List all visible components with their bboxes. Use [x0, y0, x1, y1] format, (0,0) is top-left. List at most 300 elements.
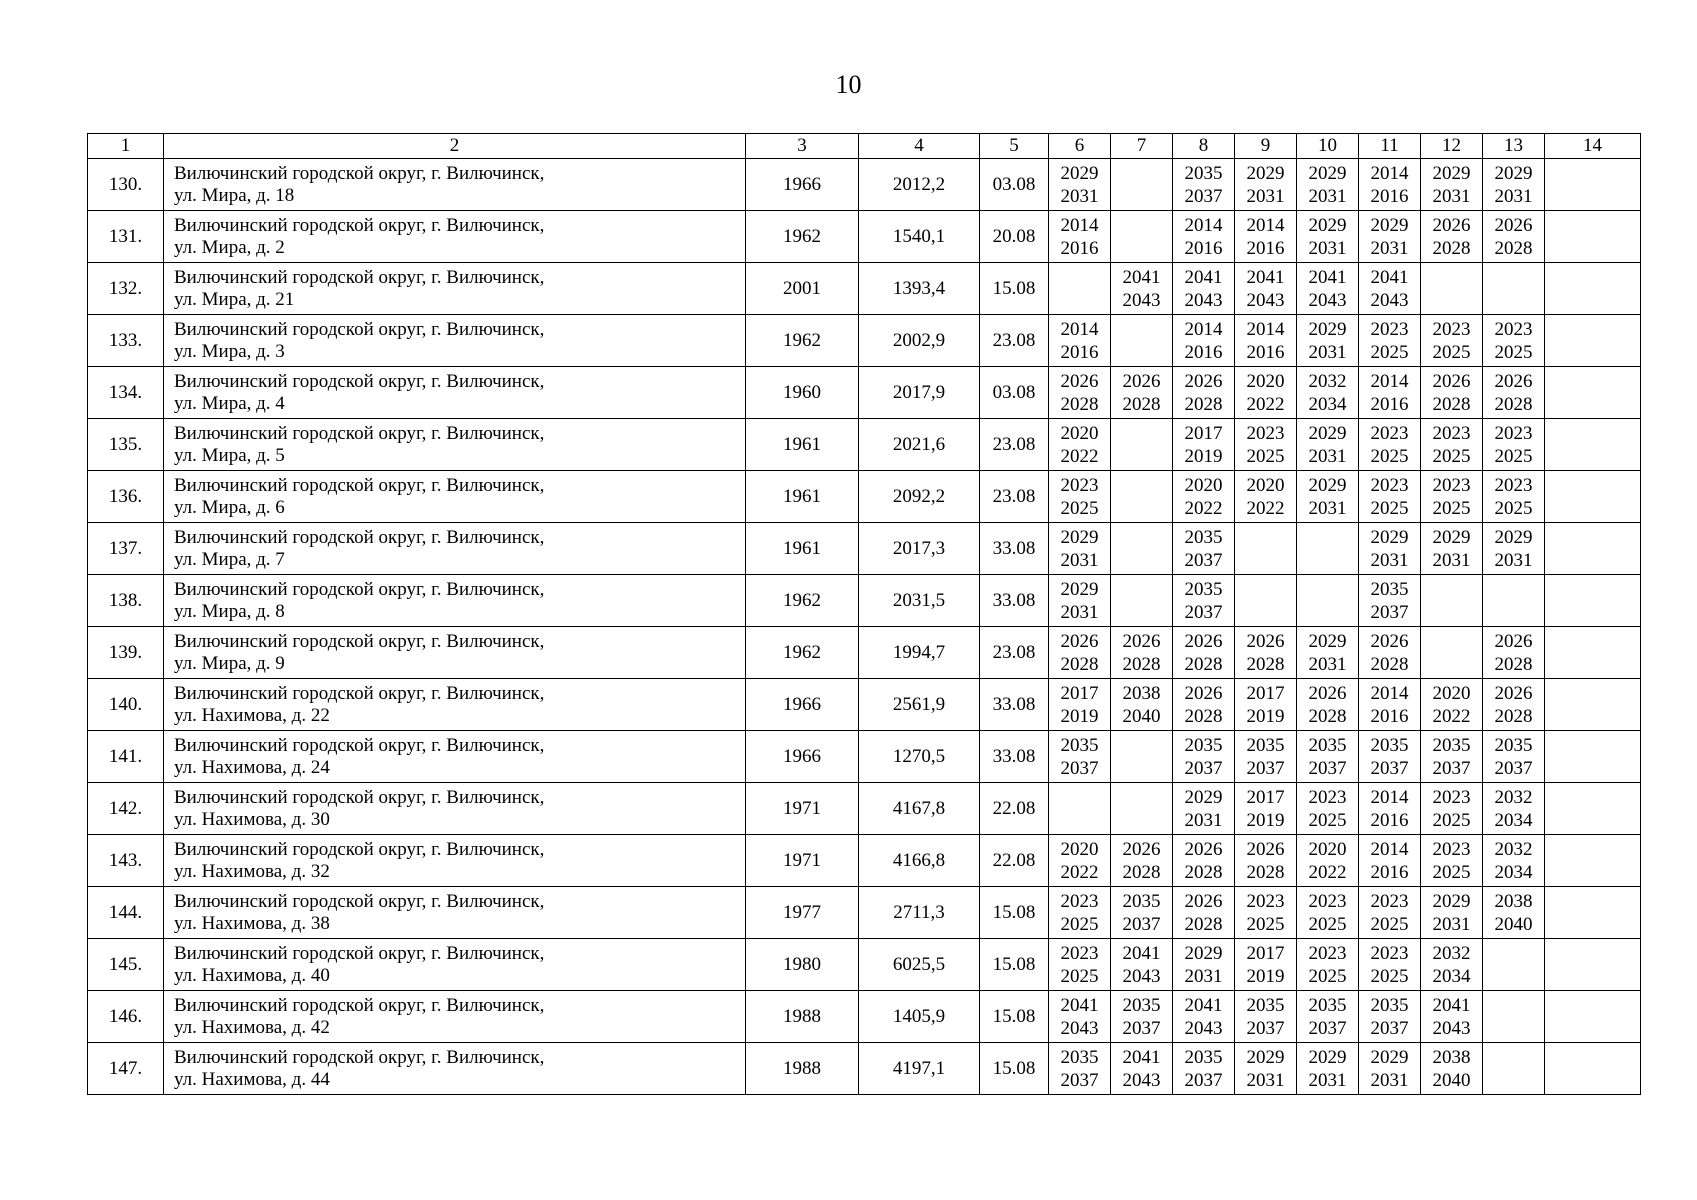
- period-start-year: 2014: [1370, 682, 1409, 704]
- period-end-year: 2028: [1432, 237, 1471, 259]
- code-cell: 20.08: [980, 211, 1049, 263]
- period-cell-12: [1421, 731, 1483, 783]
- period-cell-7: [1111, 211, 1173, 263]
- period-cell-9: [1235, 159, 1297, 211]
- area-cell: 1393,4: [859, 263, 980, 315]
- period-end-year: 2028: [1494, 237, 1533, 259]
- period-cell-10: [1297, 315, 1359, 367]
- period-cell-9: [1235, 523, 1297, 575]
- column-header-6: 6: [1049, 134, 1111, 159]
- period-end-year: 2028: [1494, 705, 1533, 727]
- period-end-year: 2043: [1184, 289, 1223, 311]
- period-end-year: 2031: [1432, 913, 1471, 935]
- period-cell-6: [1049, 575, 1111, 627]
- period-cell-7: [1111, 575, 1173, 627]
- period-cell-8: [1173, 159, 1235, 211]
- period-start-year: 2014: [1184, 318, 1223, 340]
- construction-year-cell: 1960: [746, 367, 859, 419]
- table-row: [88, 627, 1641, 679]
- period-cell-9: [1235, 835, 1297, 887]
- period-end-year: 2040: [1432, 1069, 1471, 1091]
- period-end-year: 2037: [1184, 757, 1223, 779]
- row-number-cell: 144.: [88, 887, 164, 939]
- column-14-cell: [1545, 367, 1641, 419]
- address-line1: Вилючинский городской округ, г. Вилючинск,: [174, 578, 545, 600]
- column-14-cell: [1545, 211, 1641, 263]
- period-start-year: 2026: [1494, 630, 1533, 652]
- period-cell-11: [1359, 419, 1421, 471]
- period-end-year: 2025: [1370, 445, 1409, 467]
- code-cell: 22.08: [980, 783, 1049, 835]
- code-cell: 23.08: [980, 419, 1049, 471]
- period-cell-13: [1483, 367, 1545, 419]
- period-cell-9: [1235, 263, 1297, 315]
- period-start-year: 2017: [1246, 942, 1285, 964]
- period-start-year: 2035: [1246, 994, 1285, 1016]
- period-cell-11: [1359, 783, 1421, 835]
- period-start-year: 2029: [1060, 162, 1099, 184]
- period-start-year: 2029: [1308, 422, 1347, 444]
- period-start-year: 2026: [1494, 214, 1533, 236]
- period-start-year: 2023: [1370, 422, 1409, 444]
- area-cell: 2012,2: [859, 159, 980, 211]
- address-cell: [164, 627, 746, 679]
- period-end-year: 2028: [1060, 393, 1099, 415]
- row-number-cell: 130.: [88, 159, 164, 211]
- period-cell-11: [1359, 159, 1421, 211]
- period-cell-8: [1173, 315, 1235, 367]
- construction-year-cell: 1962: [746, 627, 859, 679]
- period-end-year: 2019: [1246, 809, 1285, 831]
- period-start-year: 2014: [1184, 214, 1223, 236]
- column-header-7: 7: [1111, 134, 1173, 159]
- construction-year-cell: 1971: [746, 835, 859, 887]
- row-number-cell: 147.: [88, 1043, 164, 1095]
- period-start-year: 2023: [1494, 474, 1533, 496]
- period-cell-7: [1111, 835, 1173, 887]
- period-cell-9: [1235, 679, 1297, 731]
- period-cell-12: [1421, 367, 1483, 419]
- period-cell-13: [1483, 627, 1545, 679]
- period-cell-8: [1173, 367, 1235, 419]
- column-14-cell: [1545, 471, 1641, 523]
- column-header-12: 12: [1421, 134, 1483, 159]
- address-line1: Вилючинский городской округ, г. Вилючинск,: [174, 786, 545, 808]
- period-cell-7: [1111, 731, 1173, 783]
- address-line1: Вилючинский городской округ, г. Вилючинск,: [174, 838, 545, 860]
- period-start-year: 2023: [1308, 942, 1347, 964]
- address-line2: ул. Мира, д. 6: [174, 496, 285, 518]
- period-end-year: 2037: [1060, 1069, 1099, 1091]
- address-line1: Вилючинский городской округ, г. Вилючинск,: [174, 318, 545, 340]
- construction-year-cell: 1966: [746, 159, 859, 211]
- period-cell-13: [1483, 523, 1545, 575]
- period-start-year: 2020: [1308, 838, 1347, 860]
- period-start-year: 2026: [1060, 630, 1099, 652]
- period-start-year: 2026: [1432, 214, 1471, 236]
- address-line2: ул. Нахимова, д. 32: [174, 860, 330, 882]
- period-end-year: 2025: [1432, 445, 1471, 467]
- period-cell-7: [1111, 523, 1173, 575]
- address-line2: ул. Нахимова, д. 44: [174, 1068, 330, 1090]
- area-cell: 2021,6: [859, 419, 980, 471]
- row-number-cell: 145.: [88, 939, 164, 991]
- period-cell-10: [1297, 939, 1359, 991]
- period-cell-6: [1049, 211, 1111, 263]
- period-start-year: 2035: [1370, 578, 1409, 600]
- address-cell: [164, 731, 746, 783]
- period-end-year: 2016: [1060, 237, 1099, 259]
- code-cell: 33.08: [980, 523, 1049, 575]
- column-14-cell: [1545, 991, 1641, 1043]
- period-start-year: 2035: [1246, 734, 1285, 756]
- period-end-year: 2043: [1122, 1069, 1161, 1091]
- construction-year-cell: 1966: [746, 731, 859, 783]
- period-cell-13: [1483, 939, 1545, 991]
- period-cell-6: [1049, 627, 1111, 679]
- period-start-year: 2023: [1370, 318, 1409, 340]
- period-cell-12: [1421, 263, 1483, 315]
- period-cell-9: [1235, 627, 1297, 679]
- period-cell-13: [1483, 211, 1545, 263]
- period-end-year: 2028: [1184, 393, 1223, 415]
- period-cell-7: [1111, 315, 1173, 367]
- period-start-year: 2035: [1184, 162, 1223, 184]
- period-end-year: 2043: [1432, 1017, 1471, 1039]
- column-header-2: 2: [164, 134, 746, 159]
- period-start-year: 2029: [1060, 578, 1099, 600]
- period-start-year: 2029: [1432, 526, 1471, 548]
- period-start-year: 2041: [1060, 994, 1099, 1016]
- period-end-year: 2043: [1122, 965, 1161, 987]
- period-start-year: 2014: [1370, 370, 1409, 392]
- period-start-year: 2017: [1060, 682, 1099, 704]
- period-cell-12: [1421, 627, 1483, 679]
- period-cell-6: [1049, 679, 1111, 731]
- period-cell-10: [1297, 627, 1359, 679]
- period-end-year: 2037: [1370, 601, 1409, 623]
- period-start-year: 2032: [1432, 942, 1471, 964]
- period-start-year: 2023: [1494, 318, 1533, 340]
- period-start-year: 2017: [1184, 422, 1223, 444]
- period-end-year: 2037: [1432, 757, 1471, 779]
- column-14-cell: [1545, 263, 1641, 315]
- period-end-year: 2025: [1494, 341, 1533, 363]
- period-cell-11: [1359, 939, 1421, 991]
- code-cell: 15.08: [980, 991, 1049, 1043]
- table-row: [88, 1043, 1641, 1095]
- address-line2: ул. Мира, д. 18: [174, 184, 295, 206]
- period-start-year: 2026: [1184, 890, 1223, 912]
- period-start-year: 2041: [1370, 266, 1409, 288]
- period-end-year: 2022: [1060, 445, 1099, 467]
- period-end-year: 2043: [1246, 289, 1285, 311]
- column-14-cell: [1545, 679, 1641, 731]
- period-cell-7: [1111, 471, 1173, 523]
- period-end-year: 2025: [1370, 497, 1409, 519]
- period-start-year: 2023: [1246, 422, 1285, 444]
- area-cell: 2017,3: [859, 523, 980, 575]
- page-number: 10: [835, 70, 862, 99]
- period-end-year: 2016: [1184, 341, 1223, 363]
- period-end-year: 2031: [1370, 549, 1409, 571]
- table-row: [88, 575, 1641, 627]
- period-start-year: 2029: [1308, 474, 1347, 496]
- period-cell-11: [1359, 731, 1421, 783]
- row-number-cell: 137.: [88, 523, 164, 575]
- period-end-year: 2025: [1060, 913, 1099, 935]
- area-cell: 2092,2: [859, 471, 980, 523]
- period-end-year: 2031: [1060, 549, 1099, 571]
- period-start-year: 2026: [1494, 370, 1533, 392]
- table-row: [88, 211, 1641, 263]
- period-start-year: 2035: [1308, 994, 1347, 1016]
- code-cell: 33.08: [980, 575, 1049, 627]
- period-start-year: 2014: [1060, 214, 1099, 236]
- period-start-year: 2017: [1246, 786, 1285, 808]
- period-cell-12: [1421, 1043, 1483, 1095]
- column-header-3: 3: [746, 134, 859, 159]
- period-start-year: 2032: [1308, 370, 1347, 392]
- period-end-year: 2037: [1246, 757, 1285, 779]
- area-cell: 1994,7: [859, 627, 980, 679]
- period-start-year: 2014: [1370, 162, 1409, 184]
- area-cell: 4167,8: [859, 783, 980, 835]
- row-number-cell: 132.: [88, 263, 164, 315]
- column-header-14: 14: [1545, 134, 1641, 159]
- period-end-year: 2037: [1060, 757, 1099, 779]
- construction-year-cell: 1977: [746, 887, 859, 939]
- row-number-cell: 141.: [88, 731, 164, 783]
- period-end-year: 2043: [1308, 289, 1347, 311]
- address-cell: [164, 159, 746, 211]
- address-cell: [164, 367, 746, 419]
- period-start-year: 2035: [1184, 526, 1223, 548]
- address-line2: ул. Мира, д. 3: [174, 340, 285, 362]
- period-start-year: 2020: [1432, 682, 1471, 704]
- period-end-year: 2016: [1246, 237, 1285, 259]
- period-end-year: 2031: [1308, 497, 1347, 519]
- address-cell: [164, 211, 746, 263]
- address-cell: [164, 679, 746, 731]
- period-end-year: 2031: [1370, 1069, 1409, 1091]
- period-end-year: 2031: [1370, 237, 1409, 259]
- period-end-year: 2040: [1122, 705, 1161, 727]
- area-cell: 2002,9: [859, 315, 980, 367]
- period-cell-11: [1359, 991, 1421, 1043]
- period-cell-12: [1421, 679, 1483, 731]
- period-end-year: 2028: [1184, 653, 1223, 675]
- period-start-year: 2014: [1370, 786, 1409, 808]
- period-end-year: 2031: [1494, 549, 1533, 571]
- column-14-cell: [1545, 731, 1641, 783]
- period-cell-9: [1235, 939, 1297, 991]
- code-cell: 22.08: [980, 835, 1049, 887]
- period-cell-12: [1421, 991, 1483, 1043]
- address-line1: Вилючинский городской округ, г. Вилючинск,: [174, 370, 545, 392]
- period-cell-13: [1483, 991, 1545, 1043]
- period-start-year: 2023: [1060, 942, 1099, 964]
- period-start-year: 2035: [1184, 734, 1223, 756]
- construction-year-cell: 1980: [746, 939, 859, 991]
- period-start-year: 2023: [1432, 786, 1471, 808]
- address-line2: ул. Нахимова, д. 30: [174, 808, 330, 830]
- address-line1: Вилючинский городской округ, г. Вилючинск,: [174, 214, 545, 236]
- table-row: [88, 367, 1641, 419]
- period-cell-8: [1173, 211, 1235, 263]
- period-start-year: 2020: [1060, 838, 1099, 860]
- period-cell-8: [1173, 523, 1235, 575]
- period-cell-8: [1173, 731, 1235, 783]
- period-end-year: 2043: [1370, 289, 1409, 311]
- period-end-year: 2025: [1308, 965, 1347, 987]
- address-line2: ул. Мира, д. 7: [174, 548, 285, 570]
- period-start-year: 2029: [1308, 1046, 1347, 1068]
- period-end-year: 2028: [1308, 705, 1347, 727]
- period-end-year: 2031: [1494, 185, 1533, 207]
- construction-year-cell: 1961: [746, 523, 859, 575]
- period-start-year: 2014: [1370, 838, 1409, 860]
- address-line1: Вилючинский городской округ, г. Вилючинск,: [174, 942, 545, 964]
- housing-repair-schedule-table: [87, 133, 1641, 1095]
- address-line1: Вилючинский городской округ, г. Вилючинск,: [174, 1046, 545, 1068]
- address-line2: ул. Мира, д. 21: [174, 288, 295, 310]
- period-start-year: 2026: [1308, 682, 1347, 704]
- period-start-year: 2023: [1308, 786, 1347, 808]
- period-cell-6: [1049, 263, 1111, 315]
- period-start-year: 2038: [1122, 682, 1161, 704]
- column-14-cell: [1545, 419, 1641, 471]
- address-line2: ул. Мира, д. 8: [174, 600, 285, 622]
- period-cell-13: [1483, 159, 1545, 211]
- period-start-year: 2023: [1060, 890, 1099, 912]
- period-cell-10: [1297, 471, 1359, 523]
- period-cell-12: [1421, 887, 1483, 939]
- code-cell: 15.08: [980, 263, 1049, 315]
- period-start-year: 2029: [1432, 890, 1471, 912]
- period-start-year: 2023: [1246, 890, 1285, 912]
- period-cell-12: [1421, 315, 1483, 367]
- period-end-year: 2025: [1246, 913, 1285, 935]
- period-cell-12: [1421, 783, 1483, 835]
- period-end-year: 2022: [1246, 393, 1285, 415]
- column-14-cell: [1545, 887, 1641, 939]
- period-start-year: 2032: [1494, 838, 1533, 860]
- column-header-13: 13: [1483, 134, 1545, 159]
- period-start-year: 2029: [1184, 786, 1223, 808]
- period-end-year: 2037: [1494, 757, 1533, 779]
- address-line2: ул. Нахимова, д. 24: [174, 756, 330, 778]
- table-row: [88, 991, 1641, 1043]
- period-cell-6: [1049, 991, 1111, 1043]
- column-header-10: 10: [1297, 134, 1359, 159]
- period-cell-10: [1297, 783, 1359, 835]
- row-number-cell: 134.: [88, 367, 164, 419]
- period-cell-13: [1483, 679, 1545, 731]
- period-start-year: 2029: [1060, 526, 1099, 548]
- table-row: [88, 679, 1641, 731]
- table-row: [88, 315, 1641, 367]
- column-14-cell: [1545, 315, 1641, 367]
- period-cell-8: [1173, 575, 1235, 627]
- period-start-year: 2038: [1432, 1046, 1471, 1068]
- period-cell-11: [1359, 523, 1421, 575]
- period-cell-9: [1235, 783, 1297, 835]
- address-cell: [164, 783, 746, 835]
- period-cell-6: [1049, 419, 1111, 471]
- period-cell-9: [1235, 419, 1297, 471]
- address-line2: ул. Нахимова, д. 42: [174, 1016, 330, 1038]
- period-cell-12: [1421, 835, 1483, 887]
- period-cell-9: [1235, 991, 1297, 1043]
- period-start-year: 2026: [1432, 370, 1471, 392]
- period-cell-10: [1297, 1043, 1359, 1095]
- address-line2: ул. Мира, д. 2: [174, 236, 285, 258]
- period-cell-9: [1235, 211, 1297, 263]
- period-cell-12: [1421, 939, 1483, 991]
- row-number-cell: 138.: [88, 575, 164, 627]
- period-start-year: 2029: [1370, 214, 1409, 236]
- address-line1: Вилючинский городской округ, г. Вилючинск,: [174, 734, 545, 756]
- period-cell-11: [1359, 575, 1421, 627]
- period-cell-10: [1297, 263, 1359, 315]
- period-cell-8: [1173, 783, 1235, 835]
- period-cell-12: [1421, 159, 1483, 211]
- code-cell: 15.08: [980, 939, 1049, 991]
- table-body: [88, 159, 1641, 1095]
- construction-year-cell: 1961: [746, 419, 859, 471]
- period-cell-13: [1483, 835, 1545, 887]
- period-start-year: 2029: [1246, 1046, 1285, 1068]
- period-end-year: 2016: [1370, 861, 1409, 883]
- address-cell: [164, 315, 746, 367]
- period-end-year: 2031: [1308, 653, 1347, 675]
- area-cell: 2031,5: [859, 575, 980, 627]
- period-end-year: 2043: [1060, 1017, 1099, 1039]
- period-cell-13: [1483, 575, 1545, 627]
- period-start-year: 2041: [1184, 994, 1223, 1016]
- construction-year-cell: 1971: [746, 783, 859, 835]
- column-header-9: 9: [1235, 134, 1297, 159]
- address-line1: Вилючинский городской округ, г. Вилючинск,: [174, 682, 545, 704]
- period-end-year: 2025: [1432, 861, 1471, 883]
- period-cell-8: [1173, 1043, 1235, 1095]
- period-start-year: 2041: [1122, 266, 1161, 288]
- period-cell-6: [1049, 783, 1111, 835]
- period-end-year: 2019: [1246, 965, 1285, 987]
- area-cell: 1540,1: [859, 211, 980, 263]
- period-end-year: 2025: [1432, 497, 1471, 519]
- period-end-year: 2022: [1432, 705, 1471, 727]
- period-cell-11: [1359, 627, 1421, 679]
- period-end-year: 2031: [1060, 185, 1099, 207]
- period-cell-11: [1359, 471, 1421, 523]
- period-end-year: 2037: [1184, 601, 1223, 623]
- period-start-year: 2026: [1246, 838, 1285, 860]
- period-end-year: 2037: [1122, 913, 1161, 935]
- period-end-year: 2028: [1184, 913, 1223, 935]
- period-start-year: 2035: [1432, 734, 1471, 756]
- period-cell-11: [1359, 835, 1421, 887]
- row-number-cell: 140.: [88, 679, 164, 731]
- period-cell-9: [1235, 315, 1297, 367]
- column-14-cell: [1545, 939, 1641, 991]
- period-cell-8: [1173, 887, 1235, 939]
- period-end-year: 2028: [1184, 861, 1223, 883]
- period-end-year: 2031: [1308, 237, 1347, 259]
- period-cell-11: [1359, 263, 1421, 315]
- period-start-year: 2041: [1122, 1046, 1161, 1068]
